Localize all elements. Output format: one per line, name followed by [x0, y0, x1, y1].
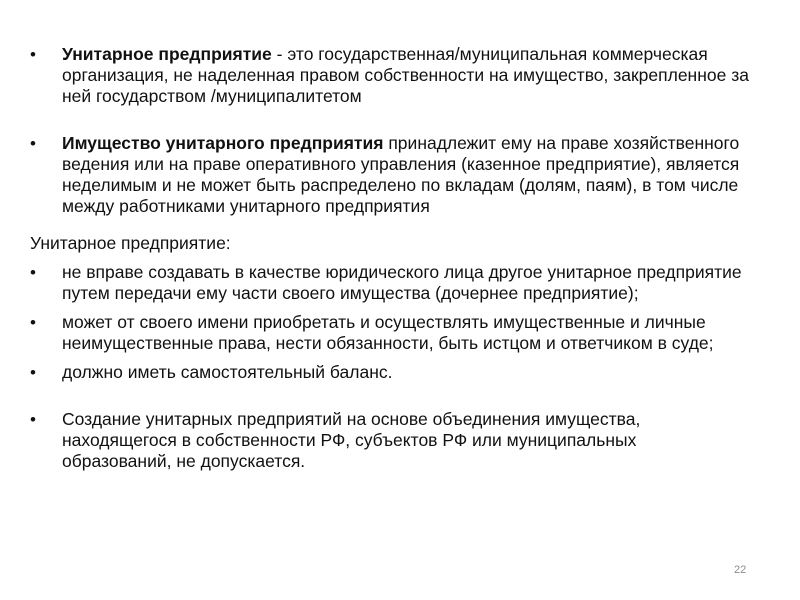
term-bold: Унитарное предприятие [62, 44, 272, 64]
list-item [30, 262, 750, 304]
bullet-text [62, 133, 750, 217]
final-bullet [30, 409, 750, 472]
list-item [30, 362, 750, 383]
list-item-text: может от своего имени приобретать и осуществлять имущественные и личные неимущественные права, нести обязанности, быть истцом и ответчиком в суде; [62, 312, 714, 353]
bullet-marker: • [30, 410, 36, 429]
final-item-text: Создание унитарных предприятий на основе объединения имущества, находящегося в собственности РФ, субъектов РФ или муниципальных образований, не допускается. [62, 409, 641, 471]
bullet-marker: • [30, 363, 36, 382]
list-item-text: не вправе создавать в качестве юридического лица другое унитарное предприятие путем передачи ему части своего имущества (дочернее предприятие); [62, 262, 742, 303]
bullet-marker: • [30, 263, 36, 282]
term-definition: - это государственная/муниципальная коммерческая организация, не наделенная правом собственности на имущество, закрепленное за ней государством /муниципалитетом [62, 44, 749, 106]
page-number: 22 [734, 564, 747, 576]
term-definition: принадлежит ему на праве хозяйственного ведения или на праве оперативного управления (казенное предприятие), является неделимым и не может быть распределено по вкладам (долям, паям), в том числе между работниками унитарного предприятия [62, 133, 740, 216]
bullet-text [62, 44, 750, 107]
property-bullet [30, 133, 750, 217]
bullet-marker: • [30, 134, 36, 153]
definition-bullet [30, 44, 750, 107]
section-heading: Унитарное предприятие: [30, 233, 231, 253]
bullet-marker: • [30, 313, 36, 332]
term-bold: Имущество унитарного предприятия [62, 133, 384, 153]
slide-content [30, 44, 750, 472]
list-item-text: должно иметь самостоятельный баланс. [62, 362, 393, 382]
bullet-marker: • [30, 45, 36, 64]
list-item [30, 312, 750, 354]
